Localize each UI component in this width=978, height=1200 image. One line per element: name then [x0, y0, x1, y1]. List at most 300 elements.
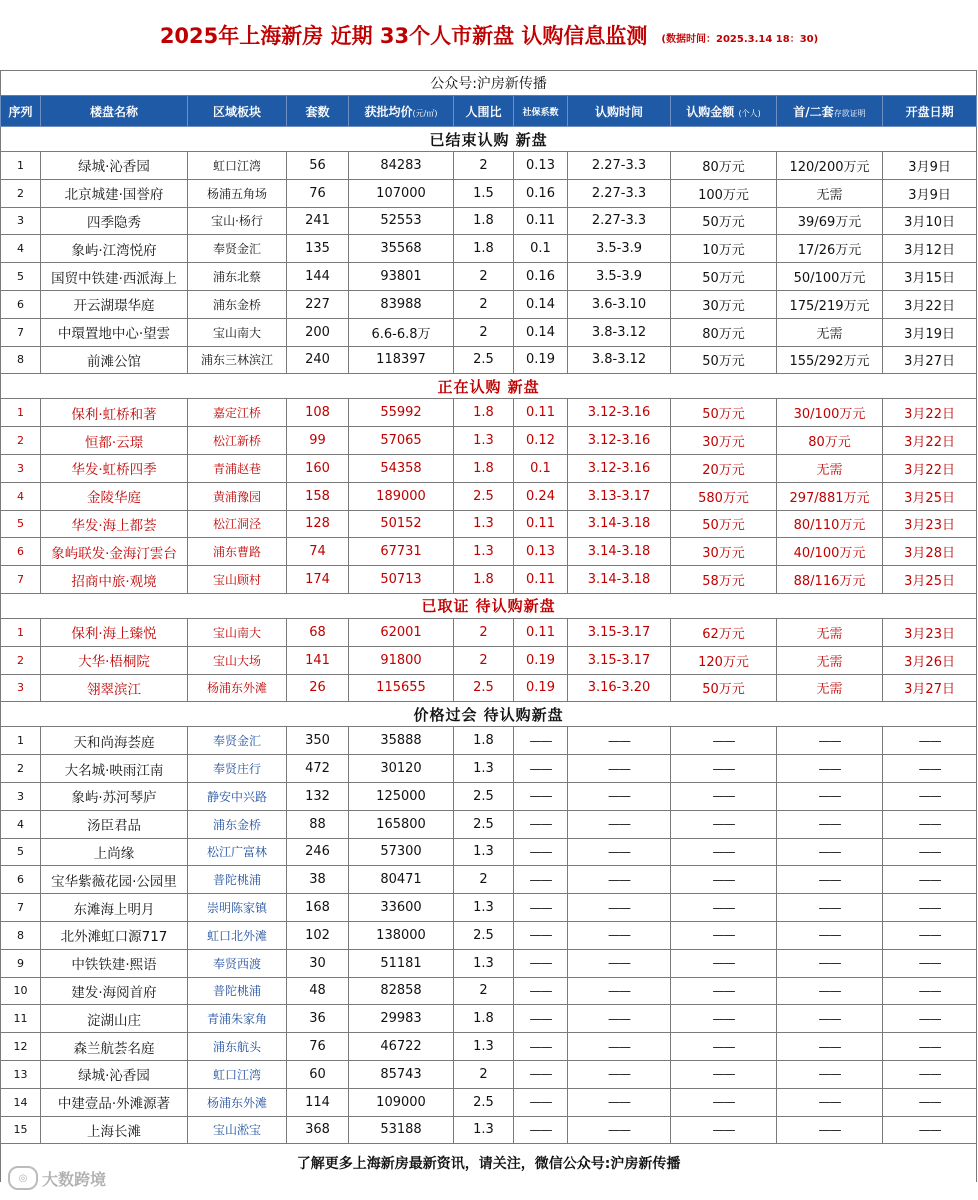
cell-units: 144 [287, 263, 349, 291]
cell-open: —— [883, 977, 977, 1005]
cell-open: 3月27日 [883, 346, 977, 374]
cell-area: 松江广富林 [188, 838, 287, 866]
cell-social: 0.13 [514, 152, 568, 180]
cell-time: 3.15-3.17 [568, 646, 671, 674]
cell-proof: 80/110万元 [777, 510, 883, 538]
cell-name: 大华·梧桐院 [41, 646, 188, 674]
cell-open: —— [883, 1060, 977, 1088]
cell-proof: —— [777, 1033, 883, 1061]
section-header [1, 127, 977, 152]
cell-proof: —— [777, 921, 883, 949]
cell-name: 上海长滩 [41, 1116, 188, 1144]
cell-area: 杨浦东外滩 [188, 674, 287, 702]
cell-social: 0.1 [514, 454, 568, 482]
cell-amount: —— [671, 949, 777, 977]
cell-open: 3月26日 [883, 646, 977, 674]
cell-open: 3月15日 [883, 263, 977, 291]
cell-name: 华发·虹桥四季 [41, 454, 188, 482]
cell-ratio: 2 [454, 646, 514, 674]
cell-price: 35568 [349, 235, 454, 263]
cell-units: 472 [287, 755, 349, 783]
cell-units: 158 [287, 482, 349, 510]
cell-amount: —— [671, 1033, 777, 1061]
table-row [1, 838, 977, 866]
cell-time: 3.12-3.16 [568, 399, 671, 427]
cell-area: 虹口江湾 [188, 1060, 287, 1088]
cell-price: 29983 [349, 1005, 454, 1033]
cell-ratio: 1.8 [454, 235, 514, 263]
cell-idx: 8 [1, 921, 41, 949]
cell-name: 天和尚海荟庭 [41, 727, 188, 755]
cell-amount: 50万元 [671, 346, 777, 374]
cell-name: 中建壹品·外滩源著 [41, 1088, 188, 1116]
cell-amount: 30万元 [671, 538, 777, 566]
cell-name: 宝华紫薇花园·公园里 [41, 866, 188, 894]
cell-amount: 10万元 [671, 235, 777, 263]
cell-area: 浦东曹路 [188, 538, 287, 566]
cell-idx: 6 [1, 866, 41, 894]
cell-time: 3.6-3.10 [568, 290, 671, 318]
cell-proof: 297/881万元 [777, 482, 883, 510]
cell-area: 奉贤庄行 [188, 755, 287, 783]
cell-social: 0.19 [514, 674, 568, 702]
cell-ratio: 1.5 [454, 179, 514, 207]
cell-idx: 13 [1, 1060, 41, 1088]
cell-name: 大名城·映雨江南 [41, 755, 188, 783]
cell-time: 3.5-3.9 [568, 263, 671, 291]
section-title: 已结束认购 新盘 [1, 127, 977, 152]
cell-social: —— [514, 755, 568, 783]
cell-price: 50152 [349, 510, 454, 538]
cell-ratio: 2 [454, 1060, 514, 1088]
cell-amount: 50万元 [671, 399, 777, 427]
cell-price: 57065 [349, 427, 454, 455]
cell-price: 138000 [349, 921, 454, 949]
cell-ratio: 1.3 [454, 755, 514, 783]
cell-time: 2.27-3.3 [568, 152, 671, 180]
col-ratio: 人围比 [454, 96, 514, 127]
cell-amount: 30万元 [671, 290, 777, 318]
cell-ratio: 2.5 [454, 782, 514, 810]
cell-name: 恒都·云璟 [41, 427, 188, 455]
cell-name: 中環置地中心·望雲 [41, 318, 188, 346]
table-row [1, 399, 977, 427]
cell-name: 象屿联发·金海汀雲台 [41, 538, 188, 566]
cell-amount: 30万元 [671, 427, 777, 455]
cell-proof: —— [777, 894, 883, 922]
cell-time: 3.8-3.12 [568, 346, 671, 374]
cell-name: 建发·海阅首府 [41, 977, 188, 1005]
table-row [1, 646, 977, 674]
cell-amount: —— [671, 921, 777, 949]
cell-ratio: 2 [454, 318, 514, 346]
cell-idx: 3 [1, 782, 41, 810]
cell-name: 开云湖璟华庭 [41, 290, 188, 318]
cell-social: —— [514, 1116, 568, 1144]
cell-open: —— [883, 782, 977, 810]
cell-proof: 无需 [777, 618, 883, 646]
cell-open: 3月19日 [883, 318, 977, 346]
cell-name: 绿城·沁香园 [41, 152, 188, 180]
cell-open: —— [883, 727, 977, 755]
cell-name: 上尚缘 [41, 838, 188, 866]
cell-area: 虹口北外滩 [188, 921, 287, 949]
cell-name: 华发·海上都荟 [41, 510, 188, 538]
cell-area: 崇明陈家镇 [188, 894, 287, 922]
table-row [1, 866, 977, 894]
table-row [1, 290, 977, 318]
cell-idx: 9 [1, 949, 41, 977]
wechat-account-label: 公众号:沪房新传播 [1, 71, 977, 96]
cell-proof: —— [777, 1005, 883, 1033]
table-row [1, 810, 977, 838]
cell-price: 125000 [349, 782, 454, 810]
cell-social: 0.11 [514, 399, 568, 427]
cell-price: 57300 [349, 838, 454, 866]
table-row [1, 235, 977, 263]
cell-social: 0.24 [514, 482, 568, 510]
cell-units: 174 [287, 566, 349, 594]
cell-time: 3.8-3.12 [568, 318, 671, 346]
table-row [1, 949, 977, 977]
cell-proof: —— [777, 977, 883, 1005]
cell-name: 北京城建·国誉府 [41, 179, 188, 207]
cell-social: —— [514, 866, 568, 894]
cell-price: 33600 [349, 894, 454, 922]
cell-name: 中铁铁建·熙语 [41, 949, 188, 977]
cell-name: 翎翠滨江 [41, 674, 188, 702]
cell-proof: —— [777, 1088, 883, 1116]
cell-amount: —— [671, 838, 777, 866]
cell-ratio: 2 [454, 152, 514, 180]
cell-proof: 80万元 [777, 427, 883, 455]
cell-open: —— [883, 755, 977, 783]
subscription-table [0, 70, 977, 1182]
cell-price: 62001 [349, 618, 454, 646]
table-row [1, 427, 977, 455]
cell-ratio: 2 [454, 977, 514, 1005]
table-row [1, 538, 977, 566]
cell-amount: —— [671, 1116, 777, 1144]
cell-amount: —— [671, 782, 777, 810]
cell-idx: 12 [1, 1033, 41, 1061]
cell-time: —— [568, 1033, 671, 1061]
cell-time: 2.27-3.3 [568, 179, 671, 207]
table-row [1, 207, 977, 235]
cell-open: —— [883, 894, 977, 922]
cell-price: 109000 [349, 1088, 454, 1116]
cell-amount: —— [671, 866, 777, 894]
cell-open: —— [883, 1005, 977, 1033]
cell-open: —— [883, 921, 977, 949]
cell-amount: 120万元 [671, 646, 777, 674]
cell-amount: 50万元 [671, 674, 777, 702]
cell-ratio: 1.3 [454, 510, 514, 538]
cell-idx: 2 [1, 646, 41, 674]
cell-social: 0.14 [514, 318, 568, 346]
section-header [1, 593, 977, 618]
col-amount-unit: (个人) [738, 108, 761, 118]
cell-proof: —— [777, 782, 883, 810]
table-row [1, 894, 977, 922]
cell-area: 松江新桥 [188, 427, 287, 455]
cell-social: —— [514, 810, 568, 838]
cell-idx: 4 [1, 810, 41, 838]
cell-price: 6.6-6.8万 [349, 318, 454, 346]
cell-idx: 4 [1, 235, 41, 263]
cell-social: 0.16 [514, 179, 568, 207]
cell-name: 金陵华庭 [41, 482, 188, 510]
cell-ratio: 1.3 [454, 894, 514, 922]
cell-area: 浦东金桥 [188, 290, 287, 318]
cell-price: 46722 [349, 1033, 454, 1061]
cell-units: 68 [287, 618, 349, 646]
cell-open: —— [883, 866, 977, 894]
cell-open: —— [883, 1088, 977, 1116]
cell-open: —— [883, 810, 977, 838]
cell-ratio: 2 [454, 866, 514, 894]
cell-ratio: 1.3 [454, 949, 514, 977]
cell-units: 36 [287, 1005, 349, 1033]
cell-amount: 50万元 [671, 263, 777, 291]
cell-units: 88 [287, 810, 349, 838]
footer-row [1, 1144, 977, 1183]
cell-price: 85743 [349, 1060, 454, 1088]
cell-amount: 62万元 [671, 618, 777, 646]
cell-name: 森兰航荟名庭 [41, 1033, 188, 1061]
cell-social: —— [514, 921, 568, 949]
cell-idx: 5 [1, 510, 41, 538]
cell-amount: —— [671, 894, 777, 922]
table-row [1, 152, 977, 180]
cell-ratio: 2 [454, 263, 514, 291]
cell-area: 宝山淞宝 [188, 1116, 287, 1144]
cell-proof: —— [777, 1116, 883, 1144]
cell-name: 国贸中铁建·西派海上 [41, 263, 188, 291]
table-row [1, 346, 977, 374]
cell-time: —— [568, 782, 671, 810]
cell-amount: —— [671, 755, 777, 783]
cell-price: 67731 [349, 538, 454, 566]
cell-ratio: 1.3 [454, 1116, 514, 1144]
cell-area: 普陀桃浦 [188, 866, 287, 894]
cell-open: 3月25日 [883, 566, 977, 594]
cell-price: 84283 [349, 152, 454, 180]
cell-idx: 15 [1, 1116, 41, 1144]
watermark-logo-icon: ◎ [8, 1166, 38, 1190]
cell-idx: 6 [1, 290, 41, 318]
cell-units: 132 [287, 782, 349, 810]
table-row [1, 482, 977, 510]
cell-price: 93801 [349, 263, 454, 291]
cell-open: 3月27日 [883, 674, 977, 702]
cell-proof: 无需 [777, 674, 883, 702]
cell-idx: 14 [1, 1088, 41, 1116]
cell-ratio: 1.8 [454, 727, 514, 755]
cell-units: 26 [287, 674, 349, 702]
cell-ratio: 2.5 [454, 482, 514, 510]
cell-amount: 50万元 [671, 510, 777, 538]
cell-time: 3.14-3.18 [568, 566, 671, 594]
cell-units: 368 [287, 1116, 349, 1144]
cell-units: 38 [287, 866, 349, 894]
footer-text: 了解更多上海新房最新资讯，请关注，微信公众号:沪房新传播 [1, 1144, 977, 1183]
cell-units: 102 [287, 921, 349, 949]
cell-name: 淀湖山庄 [41, 1005, 188, 1033]
cell-social: 0.11 [514, 510, 568, 538]
cell-ratio: 1.8 [454, 454, 514, 482]
cell-proof: 50/100万元 [777, 263, 883, 291]
cell-ratio: 1.3 [454, 427, 514, 455]
table-row [1, 566, 977, 594]
cell-area: 青浦朱家角 [188, 1005, 287, 1033]
cell-proof: —— [777, 949, 883, 977]
cell-area: 杨浦五角场 [188, 179, 287, 207]
cell-idx: 3 [1, 454, 41, 482]
cell-idx: 7 [1, 894, 41, 922]
cell-ratio: 1.3 [454, 538, 514, 566]
cell-units: 200 [287, 318, 349, 346]
cell-area: 普陀桃浦 [188, 977, 287, 1005]
data-timestamp: (数据时间：2025.3.14 18：30) [661, 33, 819, 45]
cell-ratio: 1.3 [454, 1033, 514, 1061]
cell-units: 241 [287, 207, 349, 235]
cell-units: 30 [287, 949, 349, 977]
cell-time: —— [568, 949, 671, 977]
cell-price: 165800 [349, 810, 454, 838]
cell-time: —— [568, 977, 671, 1005]
col-proof-unit: 存款证明 [833, 108, 866, 118]
table-row [1, 921, 977, 949]
cell-amount: 58万元 [671, 566, 777, 594]
cell-area: 宝山·杨行 [188, 207, 287, 235]
table-row [1, 782, 977, 810]
cell-name: 象屿·江湾悦府 [41, 235, 188, 263]
col-price-unit: (元/㎡) [412, 108, 438, 118]
cell-time: —— [568, 810, 671, 838]
cell-idx: 8 [1, 346, 41, 374]
cell-social: —— [514, 894, 568, 922]
table-row [1, 977, 977, 1005]
cell-idx: 11 [1, 1005, 41, 1033]
cell-ratio: 1.8 [454, 399, 514, 427]
cell-price: 189000 [349, 482, 454, 510]
cell-proof: 17/26万元 [777, 235, 883, 263]
table-row [1, 1116, 977, 1144]
cell-open: 3月9日 [883, 179, 977, 207]
cell-idx: 4 [1, 482, 41, 510]
cell-social: —— [514, 727, 568, 755]
cell-idx: 1 [1, 618, 41, 646]
cell-proof: 39/69万元 [777, 207, 883, 235]
cell-social: 0.13 [514, 538, 568, 566]
section-title: 价格过会 待认购新盘 [1, 702, 977, 727]
cell-area: 杨浦东外滩 [188, 1088, 287, 1116]
cell-price: 35888 [349, 727, 454, 755]
cell-units: 240 [287, 346, 349, 374]
cell-price: 83988 [349, 290, 454, 318]
cell-name: 北外滩虹口源717 [41, 921, 188, 949]
cell-social: —— [514, 1033, 568, 1061]
cell-units: 128 [287, 510, 349, 538]
cell-proof: 155/292万元 [777, 346, 883, 374]
cell-price: 118397 [349, 346, 454, 374]
col-amount [671, 96, 777, 127]
cell-ratio: 1.8 [454, 207, 514, 235]
cell-name: 象屿·苏河琴庐 [41, 782, 188, 810]
cell-social: 0.11 [514, 207, 568, 235]
cell-price: 82858 [349, 977, 454, 1005]
table-row [1, 755, 977, 783]
cell-name: 绿城·沁香园 [41, 1060, 188, 1088]
cell-units: 74 [287, 538, 349, 566]
cell-area: 奉贤金汇 [188, 727, 287, 755]
cell-amount: 80万元 [671, 152, 777, 180]
table-row [1, 727, 977, 755]
cell-area: 浦东三林滨江 [188, 346, 287, 374]
cell-name: 保利·虹桥和著 [41, 399, 188, 427]
cell-ratio: 1.8 [454, 566, 514, 594]
cell-idx: 5 [1, 263, 41, 291]
col-index: 序列 [1, 96, 41, 127]
cell-units: 227 [287, 290, 349, 318]
cell-name: 东滩海上明月 [41, 894, 188, 922]
cell-area: 青浦赵巷 [188, 454, 287, 482]
report-title [0, 0, 978, 70]
cell-time: —— [568, 1088, 671, 1116]
cell-units: 48 [287, 977, 349, 1005]
cell-social: 0.19 [514, 646, 568, 674]
cell-price: 30120 [349, 755, 454, 783]
section-header [1, 702, 977, 727]
title-main: 2025年上海新房 近期 33个人市新盘 认购信息监测 [159, 24, 648, 48]
table-row [1, 674, 977, 702]
col-social: 社保系数 [514, 96, 568, 127]
cell-idx: 1 [1, 399, 41, 427]
cell-amount: —— [671, 727, 777, 755]
cell-time: 2.27-3.3 [568, 207, 671, 235]
cell-time: —— [568, 1060, 671, 1088]
cell-social: 0.14 [514, 290, 568, 318]
cell-units: 76 [287, 1033, 349, 1061]
cell-proof: 无需 [777, 318, 883, 346]
cell-amount: 20万元 [671, 454, 777, 482]
cell-amount: —— [671, 1060, 777, 1088]
cell-time: —— [568, 866, 671, 894]
cell-area: 松江洞泾 [188, 510, 287, 538]
cell-proof: 40/100万元 [777, 538, 883, 566]
cell-amount: —— [671, 977, 777, 1005]
cell-price: 51181 [349, 949, 454, 977]
cell-amount: —— [671, 1088, 777, 1116]
cell-social: 0.11 [514, 618, 568, 646]
col-name: 楼盘名称 [41, 96, 188, 127]
cell-name: 前滩公馆 [41, 346, 188, 374]
cell-social: —— [514, 1088, 568, 1116]
cell-area: 浦东金桥 [188, 810, 287, 838]
cell-idx: 1 [1, 152, 41, 180]
cell-open: 3月9日 [883, 152, 977, 180]
cell-amount: 580万元 [671, 482, 777, 510]
cell-social: 0.19 [514, 346, 568, 374]
cell-open: 3月25日 [883, 482, 977, 510]
subheader-row [1, 71, 977, 96]
cell-area: 奉贤西渡 [188, 949, 287, 977]
cell-idx: 10 [1, 977, 41, 1005]
cell-time: —— [568, 1005, 671, 1033]
cell-time: 3.14-3.18 [568, 510, 671, 538]
cell-units: 76 [287, 179, 349, 207]
